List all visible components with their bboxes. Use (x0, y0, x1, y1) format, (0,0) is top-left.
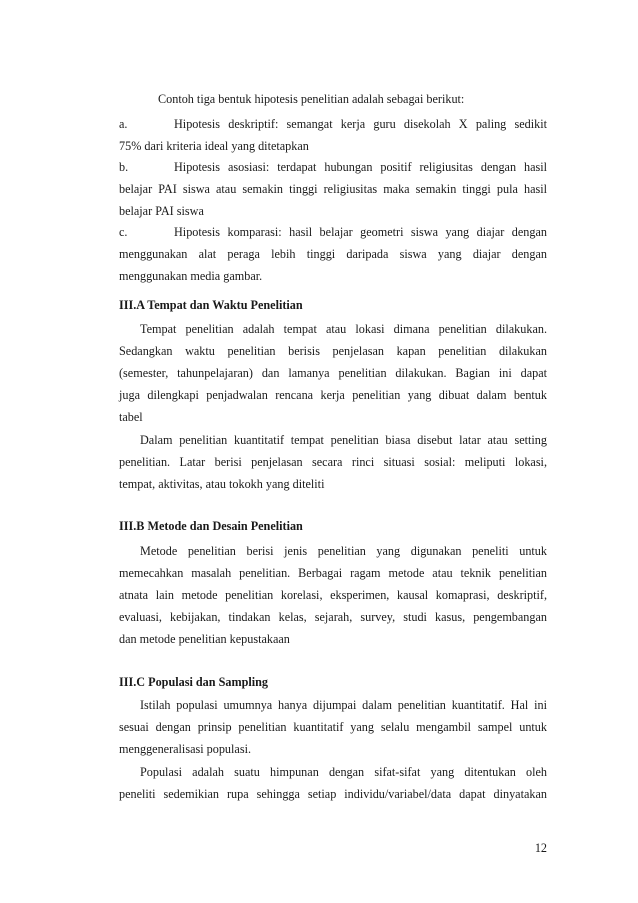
page-number: 12 (534, 841, 547, 855)
item-b-line-2: belajar PAI siswa atau semakin tinggi religiusitas maka semakin tinggi pula hasil (119, 182, 547, 196)
item-b-line-3: belajar PAI siswa (119, 204, 204, 218)
item-a-line-1: Hipotesis deskriptif: semangat kerja guru disekolah X paling sedikit (174, 117, 547, 131)
list-marker-c: c. (119, 225, 128, 239)
item-c-line-1: Hipotesis komparasi: hasil belajar geometri siswa yang diajar dengan (174, 225, 547, 239)
paragraph-line: tempat, aktivitas, atau tokokh yang diteliti (119, 477, 325, 491)
paragraph-line: atnata lain metode penelitian korelasi, eksperimen, kausal komaprasi, deskriptif, (119, 588, 547, 602)
paragraph-line: Populasi adalah suatu himpunan dengan sifat-sifat yang ditentukan oleh (140, 765, 547, 779)
intro-line: Contoh tiga bentuk hipotesis penelitian adalah sebagai berikut: (158, 92, 465, 106)
paragraph-line: tabel (119, 410, 143, 424)
item-c-line-2: menggunakan alat peraga lebih tinggi daripada siswa yang diajar dengan (119, 247, 547, 261)
list-marker-b: b. (119, 160, 129, 174)
section-heading-a: III.A Tempat dan Waktu Penelitian (119, 298, 303, 312)
paragraph-line: memecahkan masalah penelitian. Berbagai ragam metode atau teknik penelitian (119, 566, 547, 580)
section-heading-b: III.B Metode dan Desain Penelitian (119, 519, 303, 533)
paragraph-line: Tempat penelitian adalah tempat atau lokasi dimana penelitian dilakukan. (140, 322, 547, 336)
paragraph-line: penelitian. Latar berisi penjelasan secara rinci situasi sosial: meliputi lokasi, (119, 455, 547, 469)
paragraph-line: (semester, tahunpelajaran) dan lamanya penelitian dilakukan. Bagian ini dapat (119, 366, 547, 380)
paragraph-line: Dalam penelitian kuantitatif tempat penelitian biasa disebut latar atau setting (140, 433, 547, 447)
paragraph-line: menggeneralisasi populasi. (119, 742, 251, 756)
paragraph-line: Istilah populasi umumnya hanya dijumpai dalam penelitian kuantitatif. Hal ini (140, 698, 547, 712)
item-c-line-3: menggunakan media gambar. (119, 269, 263, 283)
paragraph-line: Sedangkan waktu penelitian berisis penjelasan kapan penelitian dilakukan (119, 344, 547, 358)
item-a-line-2: 75% dari kriteria ideal yang ditetapkan (119, 139, 309, 153)
list-marker-a: a. (119, 117, 128, 131)
paragraph-line: sesuai dengan prinsip penelitian kuantitatif yang selalu mengambil sampel untuk (119, 720, 547, 734)
paragraph-line: peneliti sedemikian rupa sehingga setiap individu/variabel/data dapat dinyatakan (119, 787, 547, 801)
paragraph-line: evaluasi, kebijakan, tindakan kelas, sejarah, survey, studi kasus, pengembangan (119, 610, 547, 624)
paragraph-line: juga dilengkapi penjadwalan rencana kerja penelitian yang dibuat dalam bentuk (119, 388, 547, 402)
paragraph-line: Metode penelitian berisi jenis penelitian yang digunakan peneliti untuk (140, 544, 547, 558)
item-b-line-1: Hipotesis asosiasi: terdapat hubungan positif religiusitas dengan hasil (174, 160, 547, 174)
paragraph-line: dan metode penelitian kepustakaan (119, 632, 290, 646)
section-heading-c: III.C Populasi dan Sampling (119, 675, 269, 689)
